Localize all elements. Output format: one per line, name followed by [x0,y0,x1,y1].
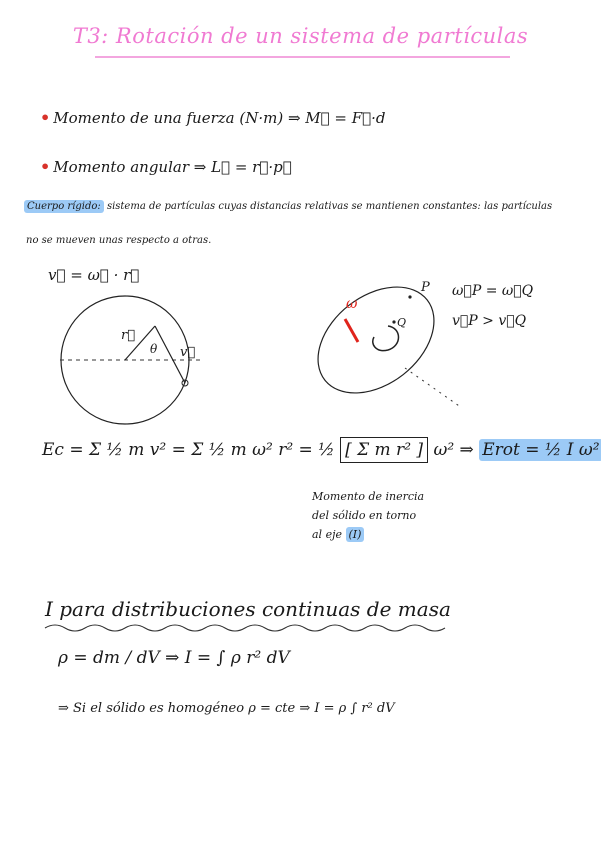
bullet-text: Momento de una fuerza (N·m) ⇒ M⃗ = F⃗·d [53,109,386,127]
section-underline [45,625,445,631]
label-omega: ω [346,296,358,312]
section-title-continuous-mass: I para distribuciones continuas de masa [45,597,451,621]
rotation-axis-dotted [405,368,462,408]
inertia-note-prefix: al eje [312,528,343,541]
inertia-note-line-3 [312,525,424,544]
bullet-dot: • [40,157,51,176]
inertia-note-line-1: Momento de inercia [312,490,425,503]
inertia-note [312,487,424,544]
inertia-note-line-2: del sólido en torno [312,509,417,522]
definition-term: Cuerpo rígido: [24,200,104,213]
page-title: T3: Rotación de un sistema de partículas [72,24,529,48]
label-v: v⃗ [180,345,196,360]
velocity-inequality: v⃗P > v⃗Q [452,313,527,329]
inertia-box: [ Σ m r² ] [340,437,428,463]
omega-equality: ω⃗P = ω⃗Q [452,283,534,299]
point-p [408,295,411,298]
rotation-arrow [373,326,399,351]
inertia-symbol: (I) [346,527,365,542]
bullet-dot: • [40,108,51,127]
rotating-disk-diagram [60,296,200,424]
kinetic-energy-equation [42,440,601,460]
homogeneous-case: ⇒ Si el sólido es homogéneo ρ = cte ⇒ I = ρ ∫ r² dV [58,701,395,716]
density-definition: ρ = dm / dV ⇒ I = ∫ ρ r² dV [58,648,290,668]
point-q [392,320,395,323]
bullet-text: Momento angular ⇒ L⃗ = r⃗·p⃗ [53,158,292,176]
label-q: Q [397,316,407,329]
label-theta: θ [150,342,158,356]
energy-after-box: ω² ⇒ [433,440,474,460]
rigid-body-diagram [298,265,462,414]
label-p: P [421,280,430,295]
definition-line-2: no se mueven unas respecto a otras. [26,235,212,246]
definition-text: sistema de partículas cuyas distancias relativas se mantienen constantes: las partículas [106,201,553,212]
body-ellipse [298,265,455,414]
energy-lhs: Ec = Σ ½ m v² = Σ ½ m ω² r² = ½ [42,440,335,460]
rotational-energy-result: Erot = ½ I ω² [479,439,601,461]
rotation-axis-red [345,319,358,342]
label-r: r⃗ [121,328,136,343]
velocity-formula: v⃗ = ω⃗ · r⃗ [48,266,140,284]
